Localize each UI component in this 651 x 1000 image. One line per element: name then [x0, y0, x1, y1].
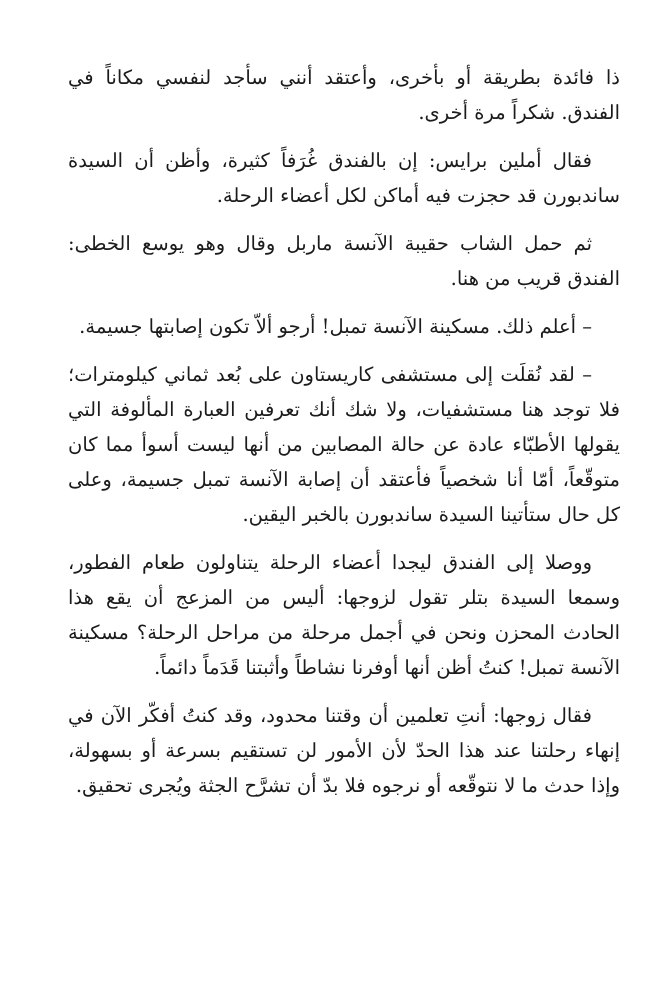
book-page — [68, 60, 620, 816]
paragraph-hotel-breakfast: ووصلا إلى الفندق ليجدا أعضاء الرحلة يتناولون طعام الفطور، وسمعا السيدة بتلر تقول لزوجها: أليس من المزعج أن يقع هذا الحادث المحزن ونحن في أجمل مرحلة من مراحل الرحلة؟ مسكينة الآنسة تمبل! كنتُ أظن أنها أوفرنا نشاطاً وأثبتنا قَدَماً دائماً. — [68, 551, 620, 679]
paragraph-dialogue-marple: – أعلم ذلك. مسكينة الآنسة تمبل! أرجو ألاّ تكون إصابتها جسيمة. — [79, 315, 592, 338]
paragraph-young-man: ثم حمل الشاب حقيبة الآنسة ماربل وقال وهو يوسع الخطى: الفندق قريب من هنا. — [68, 232, 620, 290]
paragraph-dialogue-hospital: – لقد نُقلَت إلى مستشفى كاريستاون على بُعد ثماني كيلومترات؛ فلا توجد هنا مستشفيات، ولا شك أنك تعرفين العبارة المألوفة التي يقولها الأطبّاء عادة عن حالة المصابين من أنها ليست أسوأ مما كان متوقّعاً، أمّا أنا شخصياً فأعتقد أن إصابة الآنسة تمبل جسيمة، وعلى كل حال ستأتينا السيدة ساندبورن بالخبر اليقين. — [68, 363, 620, 526]
paragraph-emlyn-price: فقال أملين برايس: إن بالفندق غُرَفاً كثيرة، وأظن أن السيدة ساندبورن قد حجزت فيه أماكن لكل أعضاء الرحلة. — [68, 149, 620, 207]
paragraph-continuation: ذا فائدة بطريقة أو بأخرى، وأعتقد أنني سأجد لنفسي مكاناً في الفندق. شكراً مرة أخرى. — [68, 66, 620, 124]
paragraph-husband-reply: فقال زوجها: أنتِ تعلمين أن وقتنا محدود، وقد كنتُ أفكّر الآن في إنهاء رحلتنا عند هذا الحدّ لأن الأمور لن تستقيم بسرعة أو بسهولة، وإذا حدث ما لا نتوقّعه أو نرجوه فلا بدّ أن تشرَّح الجثة ويُجرى تحقيق. — [68, 704, 620, 797]
